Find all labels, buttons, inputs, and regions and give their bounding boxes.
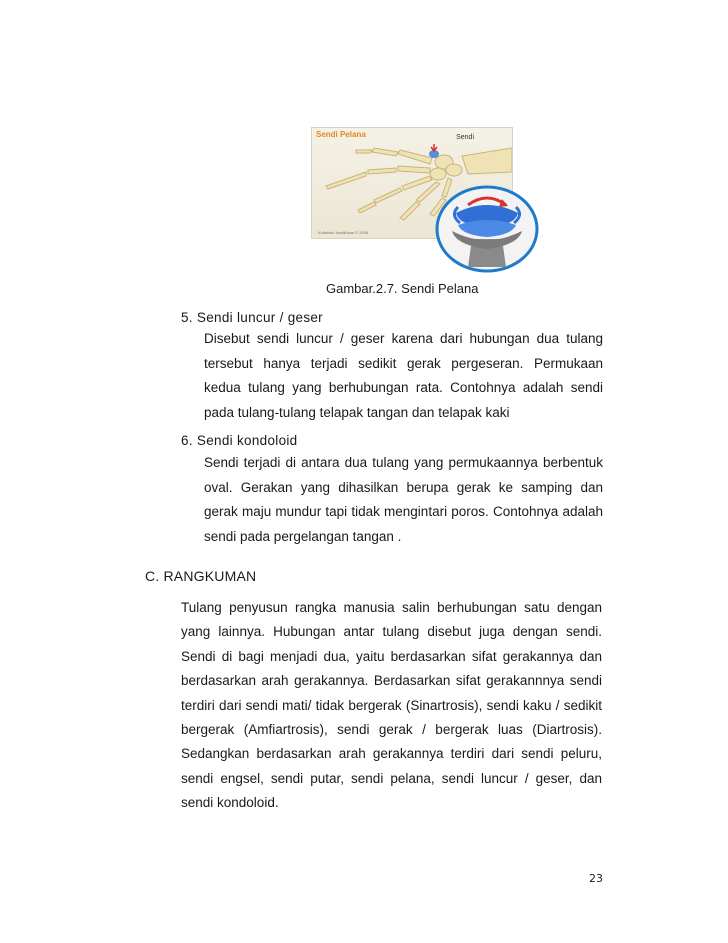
text-line: Sendi terjadi di antara dua tulang yang permukaannya berbentuk <box>204 455 603 470</box>
text-line: kedua tulang yang berhubungan rata. Contohnya adalah sendi <box>204 380 603 395</box>
page-number: 23 <box>589 872 603 885</box>
text-line: pada tulang-tulang telapak tangan dan telapak kaki <box>204 404 510 420</box>
text-line: yang lainnya. Hubungan antar tulang disebut juga dengan sendi. <box>181 624 602 640</box>
text-line: oval. Gerakan yang dihasilkan berupa gerak ke samping dan <box>204 479 603 495</box>
section-heading: C. RANGKUMAN <box>145 568 257 584</box>
text-line: gerak maju mundur tapi tidak mengintari poros. Contohnya adalah <box>204 504 603 519</box>
text-line: sendi pada pergelangan tangan . <box>204 528 402 544</box>
saddle-joint-inset <box>432 183 542 273</box>
figure-caption: Gambar.2.7. Sendi Pelana <box>326 281 479 296</box>
text-line: berdasarkan arah gerakannya. Berdasarkan sifat gerakannnya sendi <box>181 673 602 689</box>
text-line: Sedangkan berdasarkan arah gerakannya terdiri dari sendi peluru, <box>181 746 602 762</box>
list-item-heading: 5. Sendi luncur / geser <box>181 310 323 325</box>
figure-credit: Kollektoh Kepilihkan © 2006 <box>318 230 369 235</box>
text-line: bergerak (Amfiartrosis), sendi gerak / bergerak luas (Diartrosis). <box>181 722 602 738</box>
text-line: Sendi di bagi menjadi dua, yaitu berdasarkan sifat gerakannya dan <box>181 648 602 664</box>
figure-pointer-label: Sendi <box>456 134 474 141</box>
section-body <box>181 596 602 816</box>
list-item-body <box>204 451 603 549</box>
text-line: sendi kondoloid. <box>181 795 279 811</box>
list-item-body <box>204 327 603 425</box>
text-line: Tulang penyusun rangka manusia salin berhubungan satu dengan <box>181 600 602 615</box>
list-item-heading: 6. Sendi kondoloid <box>181 433 298 448</box>
text-line: Disebut sendi luncur / geser karena dari hubungan dua tulang <box>204 331 603 346</box>
text-line: terdiri dari sendi mati/ tidak bergerak (Sinartrosis), sendi kaku / sedikit <box>181 697 602 713</box>
text-line: sendi engsel, sendi putar, sendi pelana, sendi luncur / geser, dan <box>181 770 602 786</box>
text-line: tersebut hanya terjadi sedikit gerak pergeseran. Permukaan <box>204 355 603 371</box>
figure-label: Sendi Pelana <box>316 130 366 139</box>
